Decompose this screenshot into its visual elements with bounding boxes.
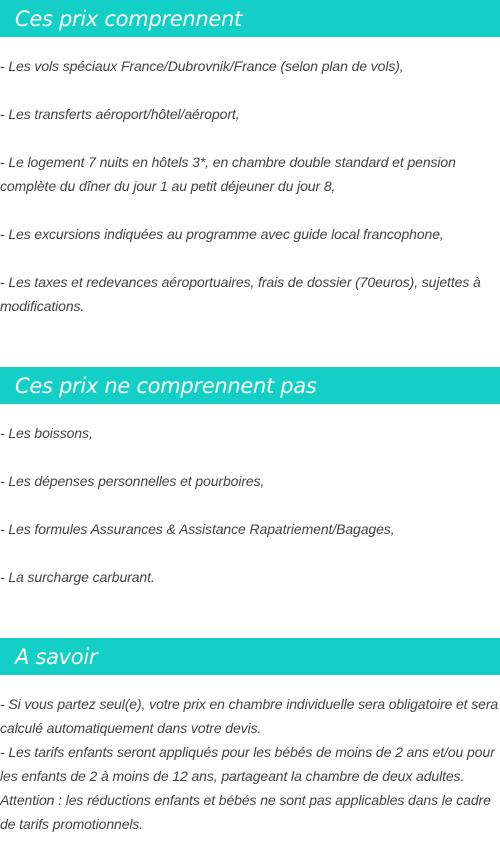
good-to-know-item: - Les tarifs enfants seront appliqués pour les bébés de moins de 2 ans et/ou pour les enfants de 2 à moins de 12 ans, partageant la chambre de deux adultes.: [0, 744, 495, 784]
section-header-good-to-know: [0, 638, 500, 675]
section-title-good-to-know: A savoir: [15, 644, 98, 669]
included-item: - Les transferts aéroport/hôtel/aéroport,: [0, 106, 240, 122]
included-item: - Les excursions indiquées au programme avec guide local francophone,: [0, 226, 444, 242]
not-included-item: - Les boissons,: [0, 425, 93, 441]
good-to-know-item: Attention : les réductions enfants et bébés ne sont pas applicables dans le cadre de tarifs promotionnels.: [0, 792, 491, 832]
not-included-item: - La surcharge carburant.: [0, 569, 155, 585]
section-title-included: Ces prix comprennent: [15, 6, 242, 31]
included-item: - Les taxes et redevances aéroportuaires, frais de dossier (70euros), sujettes à modifications.: [0, 274, 481, 314]
included-item: - Le logement 7 nuits en hôtels 3*, en chambre double standard et pension complète du dîner du jour 1 au petit déjeuner du jour 8,: [0, 154, 456, 194]
not-included-item: - Les formules Assurances & Assistance Rapatriement/Bagages,: [0, 521, 395, 537]
good-to-know-item: - Si vous partez seul(e), votre prix en chambre individuelle sera obligatoire et sera calculé automatiquement dans votre devis.: [0, 696, 499, 736]
section-header-included: [0, 0, 500, 37]
not-included-item: - Les dépenses personnelles et pourboires,: [0, 473, 265, 489]
section-header-not-included: [0, 367, 500, 404]
section-title-not-included: Ces prix ne comprennent pas: [15, 373, 317, 398]
included-item: - Les vols spéciaux France/Dubrovnik/France (selon plan de vols),: [0, 58, 404, 74]
